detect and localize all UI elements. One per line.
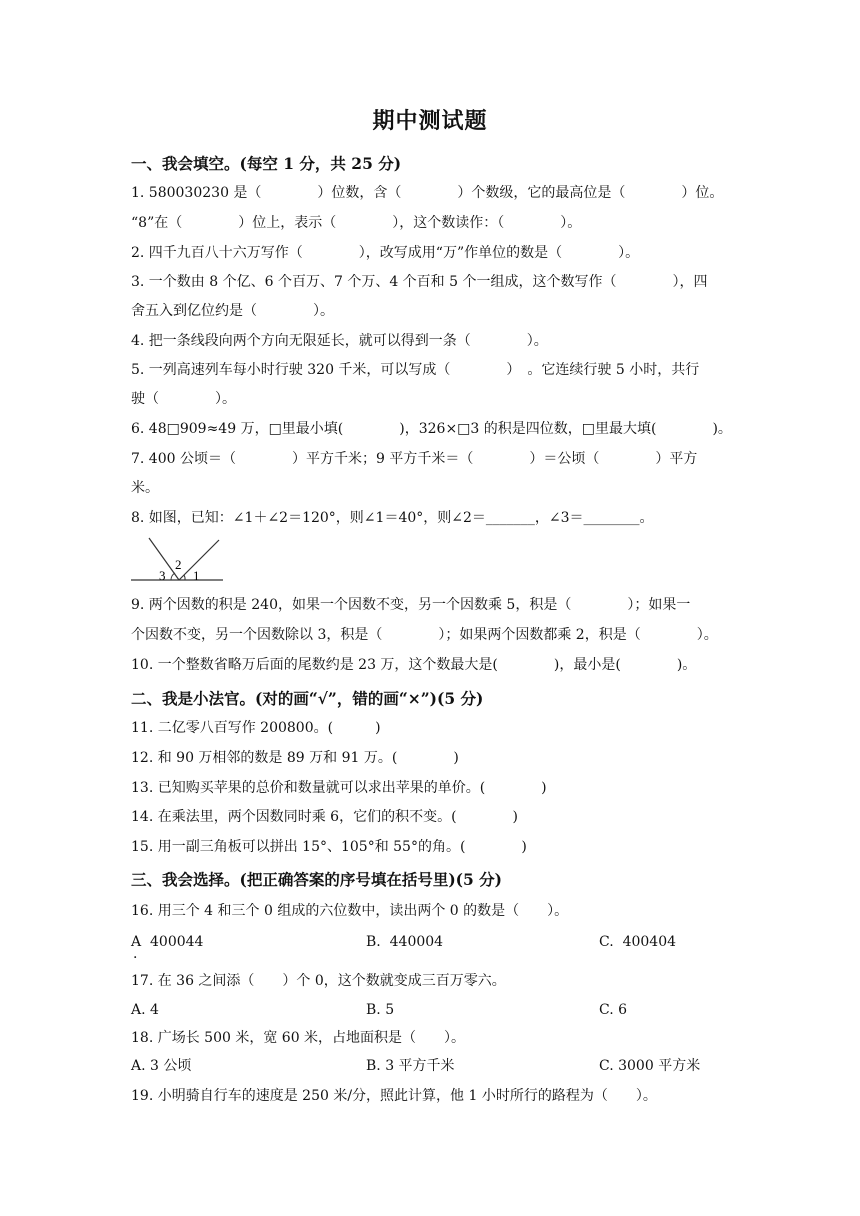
section-2-heading: 二、我是小法官。(对的画“√”，错的画“×”)(5 分) [131, 689, 484, 708]
question-16: 16. 用三个 4 和三个 0 组成的六位数中，读出两个 0 的数是（ ）。 [131, 903, 569, 919]
option-17-a: A. 4 [131, 1002, 159, 1018]
question-3-line-1: 3. 一个数由 8 个亿、6 个百万、7 个万、4 个百和 5 个一组成，这个数写作（ ），四 [131, 274, 708, 290]
question-10: 10. 一个整数省略万后面的尾数约是 23 万，这个数最大是( )，最小是( )。 [131, 657, 697, 673]
question-3-line-2: 舍五入到亿位约是（ ）。 [131, 303, 334, 319]
question-12: 12. 和 90 万相邻的数是 89 万和 91 万。( ) [131, 750, 459, 766]
option-16-c: C. 400404 [599, 934, 677, 950]
question-7-line-1: 7. 400 公顷＝（ ）平方千米；9 平方千米＝（ ）＝公顷（ ）平方 [131, 451, 698, 467]
question-2: 2. 四千九百八十六万写作（ ），改写成用“万”作单位的数是（ ）。 [131, 245, 640, 261]
question-1-line-1: 1. 580030230 是（ ）位数，含（ ）个数级，它的最高位是（ ）位。 [131, 185, 724, 201]
question-19: 19. 小明骑自行车的速度是 250 米/分，照此计算，他 1 小时所行的路程为（ ）。 [131, 1088, 657, 1104]
question-1-line-2: “8”在（ ）位上，表示（ ），这个数读作：（ ）。 [131, 215, 582, 231]
angle-label-2: 2 [175, 557, 182, 572]
question-6: 6. 48□909≈49 万，□里最小填( )，326×□3 的积是四位数，□里最大填( )。 [131, 421, 732, 437]
angle-figure [131, 536, 225, 586]
question-5-line-1: 5. 一列高速列车每小时行驶 320 千米，可以写成（ ） 。它连续行驶 5 小时，共行 [131, 362, 700, 378]
option-17-c: C. 6 [599, 1002, 628, 1018]
option-16-a: A 400044 [131, 934, 204, 950]
section-3-heading: 三、我会选择。(把正确答案的序号填在括号里)(5 分) [131, 870, 503, 889]
question-5-line-2: 驶（ ）。 [131, 391, 236, 407]
page-title: 期中测试题 [372, 108, 488, 134]
option-16-b: B. 440004 [366, 934, 444, 950]
option-18-c: C. 3000 平方米 [599, 1058, 701, 1074]
question-7-line-2: 米。 [131, 480, 159, 496]
question-17: 17. 在 36 之间添（ ）个 0，这个数就变成三百万零六。 [131, 973, 506, 989]
question-8: 8. 如图，已知：∠1＋∠2＝120°，则∠1＝40°，则∠2＝_______，∠3＝________。 [131, 510, 654, 526]
option-18-b: B. 3 平方千米 [366, 1058, 455, 1074]
question-13: 13. 已知购买苹果的总价和数量就可以求出苹果的单价。( ) [131, 780, 547, 796]
question-4: 4. 把一条线段向两个方向无限延长，就可以得到一条（ ）。 [131, 333, 548, 349]
question-14: 14. 在乘法里，两个因数同时乘 6，它们的积不变。( ) [131, 809, 518, 825]
option-17-b: B. 5 [366, 1002, 395, 1018]
question-9-line-1: 9. 两个因数的积是 240，如果一个因数不变，另一个因数乘 5，积是（ ）；如果一 [131, 597, 691, 613]
stray-dot: · [133, 950, 138, 966]
question-15: 15. 用一副三角板可以拼出 15°、105°和 55°的角。( ) [131, 839, 527, 855]
option-18-a: A. 3 公顷 [131, 1058, 192, 1074]
angle-label-1: 1 [193, 568, 200, 583]
question-9-line-2: 个因数不变，另一个因数除以 3，积是（ ）；如果两个因数都乘 2，积是（ ）。 [131, 627, 718, 643]
question-11: 11. 二亿零八百写作 200800。( ) [131, 720, 381, 736]
angle-label-3: 3 [159, 568, 166, 583]
section-1-heading: 一、我会填空。(每空 1 分，共 25 分) [131, 154, 402, 173]
question-18: 18. 广场长 500 米，宽 60 米，占地面积是（ ）。 [131, 1030, 466, 1046]
